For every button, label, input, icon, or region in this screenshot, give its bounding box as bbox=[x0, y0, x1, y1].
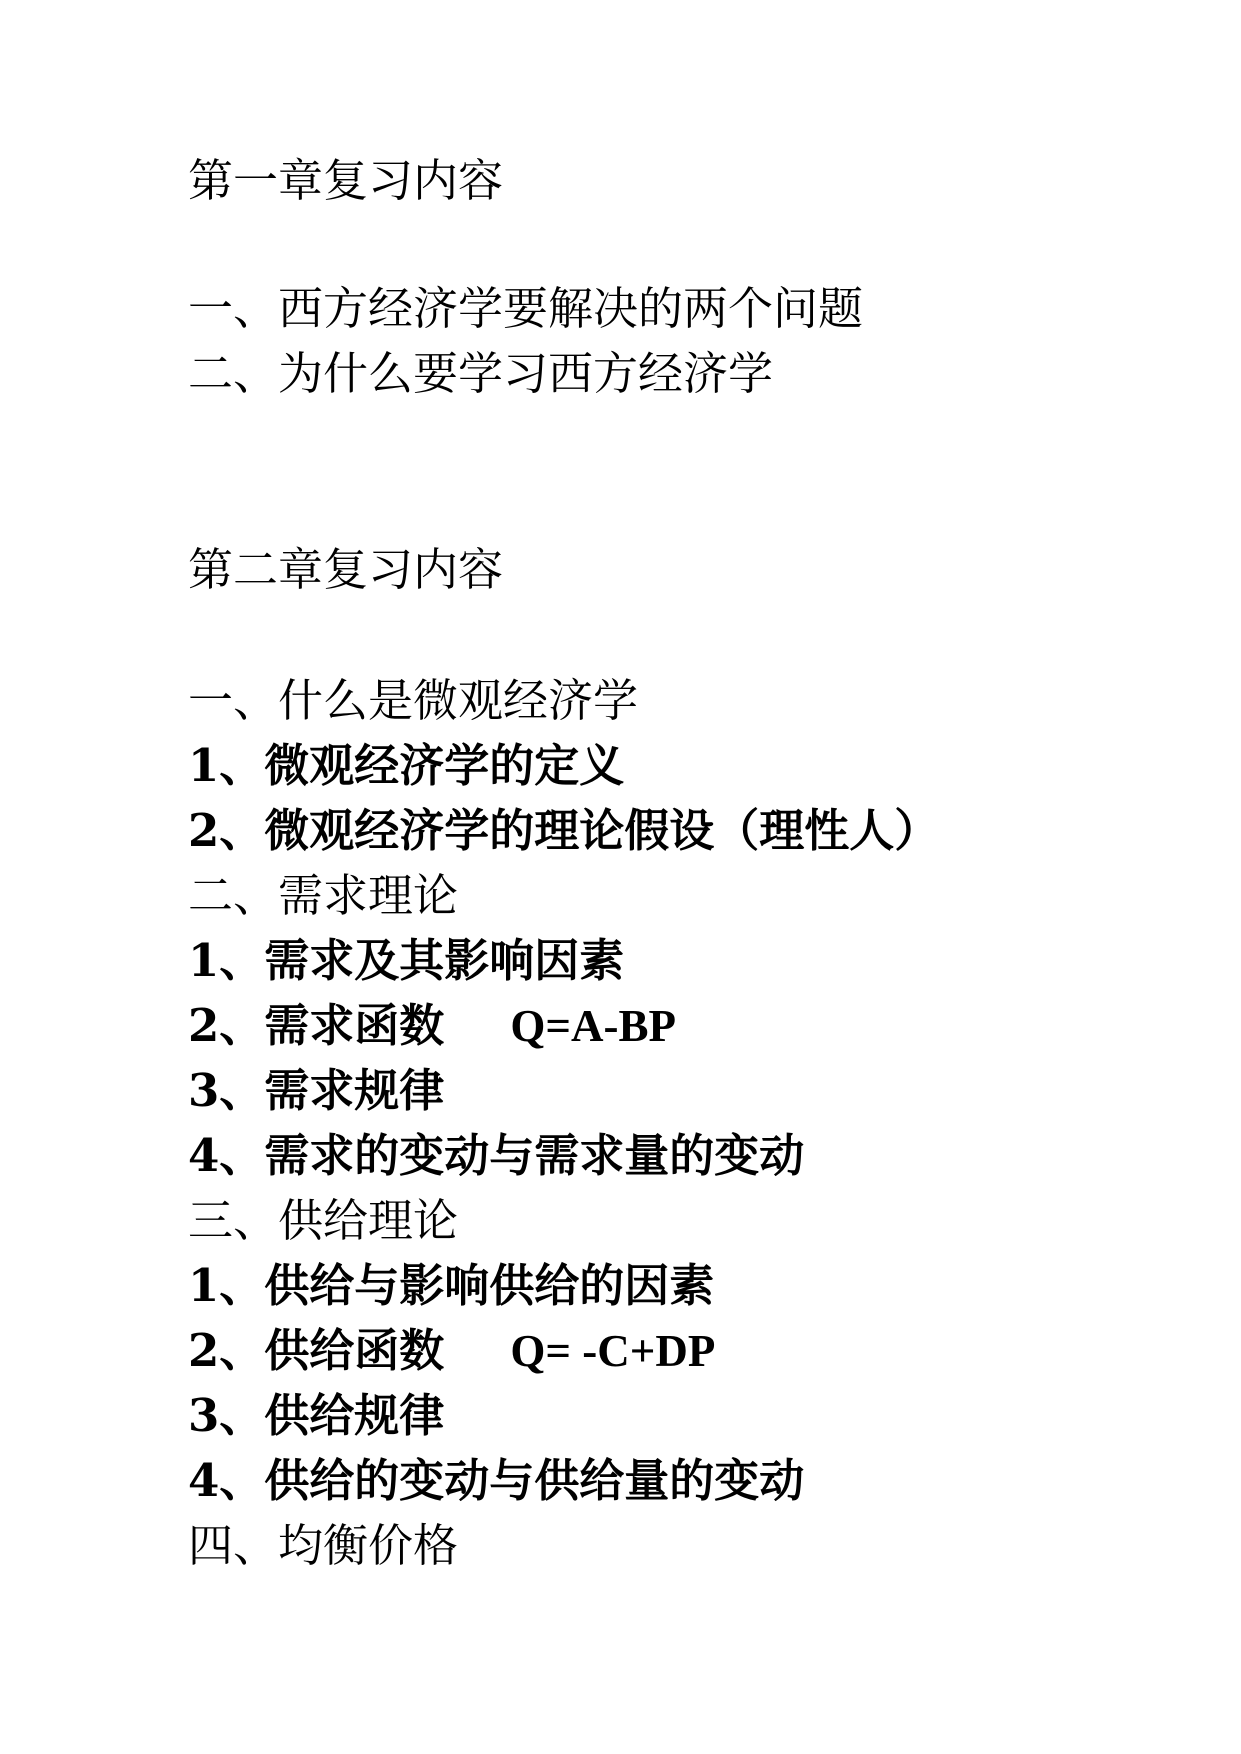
chapter1-item-2: 二、为什么要学习西方经济学 bbox=[188, 347, 774, 400]
section3-heading: 三、供给理论 bbox=[188, 1194, 459, 1247]
supply-function-formula: Q= -C+DP bbox=[510, 1326, 716, 1376]
chapter1-title: 第一章复习内容 bbox=[188, 154, 504, 207]
demand-function-formula: Q=A-BP bbox=[510, 1001, 676, 1051]
section3-item-2 bbox=[188, 1323, 715, 1379]
section3-item-4: 4、供给的变动与供给量的变动 bbox=[188, 1454, 805, 1507]
section2-item-1: 1、需求及其影响因素 bbox=[188, 934, 625, 987]
section4-heading: 四、均衡价格 bbox=[188, 1519, 459, 1572]
section3-item-3: 3、供给规律 bbox=[188, 1389, 445, 1442]
section2-item-2-label: 2、需求函数 bbox=[188, 999, 445, 1052]
section2-item-2 bbox=[188, 998, 676, 1054]
chapter1-item-1: 一、西方经济学要解决的两个问题 bbox=[188, 282, 864, 335]
section1-item-1: 1、微观经济学的定义 bbox=[188, 739, 625, 792]
section1-item-2: 2、微观经济学的理论假设（理性人） bbox=[188, 804, 940, 857]
section2-item-3: 3、需求规律 bbox=[188, 1064, 445, 1117]
section1-heading: 一、什么是微观经济学 bbox=[188, 674, 639, 727]
section3-item-2-label: 2、供给函数 bbox=[188, 1324, 445, 1377]
section3-item-1: 1、供给与影响供给的因素 bbox=[188, 1259, 715, 1312]
chapter2-title: 第二章复习内容 bbox=[188, 543, 504, 596]
section2-heading: 二、需求理论 bbox=[188, 869, 459, 922]
section2-item-4: 4、需求的变动与需求量的变动 bbox=[188, 1129, 805, 1182]
